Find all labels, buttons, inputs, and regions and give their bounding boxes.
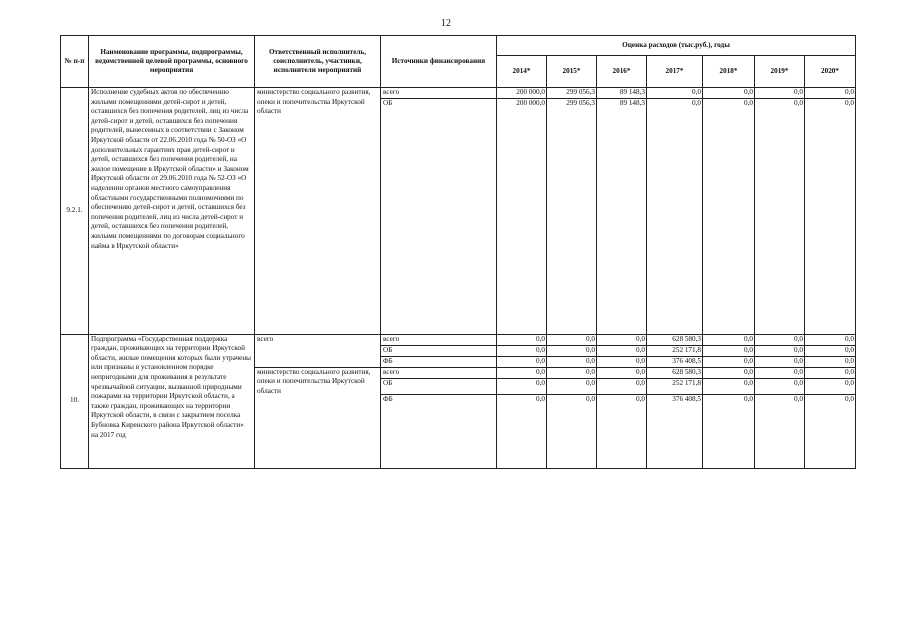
value-cell: 200 000,0 — [497, 88, 547, 99]
value-cell: 0,0 — [597, 345, 647, 356]
value-cell: 0,0 — [497, 367, 547, 378]
value-cell: 628 580,3 — [647, 367, 703, 378]
value-cell: 0,0 — [547, 394, 597, 468]
funding-source: ОБ — [381, 345, 497, 356]
value-cell: 0,0 — [805, 88, 856, 99]
value-cell: 0,0 — [703, 88, 755, 99]
header-year: 2018* — [703, 56, 755, 88]
value-cell: 0,0 — [497, 378, 547, 394]
value-cell: 0,0 — [547, 356, 597, 367]
header-source: Источники финансирования — [381, 36, 497, 88]
funding-source: ФБ — [381, 356, 497, 367]
value-cell: 0,0 — [597, 378, 647, 394]
value-cell: 89 148,3 — [597, 88, 647, 99]
value-cell: 0,0 — [805, 345, 856, 356]
table-row — [61, 334, 856, 345]
header-estimate: Оценка расходов (тыс.руб.), годы — [497, 36, 856, 56]
header-year: 2020* — [805, 56, 856, 88]
value-cell: 0,0 — [755, 98, 805, 334]
value-cell: 0,0 — [755, 378, 805, 394]
header-year: 2014* — [497, 56, 547, 88]
value-cell: 0,0 — [497, 394, 547, 468]
executor: министерство социального развития, опеки и попечительства Иркутской области — [255, 88, 381, 335]
value-cell: 299 056,3 — [547, 98, 597, 334]
value-cell: 0,0 — [703, 345, 755, 356]
value-cell: 0,0 — [597, 356, 647, 367]
page-number: 12 — [441, 18, 451, 29]
value-cell: 0,0 — [497, 345, 547, 356]
value-cell: 0,0 — [805, 356, 856, 367]
value-cell: 252 171,8 — [647, 378, 703, 394]
executor: всего — [255, 334, 381, 367]
budget-table-container — [60, 35, 856, 469]
value-cell: 0,0 — [755, 88, 805, 99]
header-year: 2019* — [755, 56, 805, 88]
value-cell: 0,0 — [755, 394, 805, 468]
value-cell: 0,0 — [703, 334, 755, 345]
header-year: 2017* — [647, 56, 703, 88]
header-year: 2015* — [547, 56, 597, 88]
funding-source: ФБ — [381, 394, 497, 468]
value-cell: 628 580,3 — [647, 334, 703, 345]
value-cell: 376 408,5 — [647, 356, 703, 367]
value-cell: 0,0 — [703, 394, 755, 468]
value-cell: 0,0 — [703, 378, 755, 394]
value-cell: 0,0 — [805, 367, 856, 378]
value-cell: 0,0 — [703, 356, 755, 367]
value-cell: 299 056,3 — [547, 88, 597, 99]
table-row — [61, 88, 856, 99]
header-executor: Ответственный исполнитель, соисполнитель, участники, исполнители мероприятий — [255, 36, 381, 88]
value-cell: 0,0 — [805, 394, 856, 468]
value-cell: 0,0 — [547, 345, 597, 356]
executor: министерство социального развития, опеки и попечительства Иркутской области — [255, 367, 381, 468]
value-cell: 0,0 — [647, 88, 703, 99]
budget-table — [60, 35, 856, 469]
row-number: 9.2.1. — [61, 88, 89, 335]
funding-source: всего — [381, 334, 497, 345]
program-name: Подпрограмма «Государственная поддержка граждан, проживающих на территории Иркутской области, жилые помещения которых были утрачены или признаны в установленном порядке непригодными для проживания в результате чрезвычайной ситуации, вызванной природными пожарами на территории Иркутской области, а также граждан, проживающих на территории Иркутской области, в связи с закрытием поселка Бубновка Киренского района Иркутской области» на 2017 год — [89, 334, 255, 468]
value-cell: 0,0 — [497, 356, 547, 367]
value-cell: 0,0 — [755, 367, 805, 378]
value-cell: 0,0 — [755, 345, 805, 356]
funding-source: ОБ — [381, 378, 497, 394]
value-cell: 0,0 — [805, 98, 856, 334]
value-cell: 0,0 — [597, 367, 647, 378]
value-cell: 0,0 — [805, 378, 856, 394]
value-cell: 252 171,8 — [647, 345, 703, 356]
header-name: Наименование программы, подпрограммы, ведомственной целевой программы, основного мероприятия — [89, 36, 255, 88]
value-cell: 0,0 — [547, 378, 597, 394]
value-cell: 0,0 — [755, 334, 805, 345]
funding-source: всего — [381, 367, 497, 378]
value-cell: 0,0 — [647, 98, 703, 334]
row-number: 10. — [61, 334, 89, 468]
value-cell: 0,0 — [805, 334, 856, 345]
value-cell: 0,0 — [547, 334, 597, 345]
header-year: 2016* — [597, 56, 647, 88]
value-cell: 89 148,3 — [597, 98, 647, 334]
header-num: № п-п — [61, 36, 89, 88]
value-cell: 376 408,5 — [647, 394, 703, 468]
value-cell: 0,0 — [497, 334, 547, 345]
value-cell: 0,0 — [547, 367, 597, 378]
value-cell: 0,0 — [597, 394, 647, 468]
value-cell: 200 000,0 — [497, 98, 547, 334]
program-name: Исполнение судебных актов по обеспечению жилыми помещениями детей-сирот и детей, оставшихся без попечения родителей, лиц из числа детей-сирот и детей, оставшихся без попечения родителей, вынесенных в соответствии с Законом Иркутской области от 22.06.2010 года № 50-ОЗ «О дополнительных гарантиях прав детей-сирот и детей, оставшихся без попечения родителей, на жилое помещение в Иркутской области» и Законом Иркутской области от 29.06.2010 года № 52-ОЗ «О наделении органов местного самоуправления областными государственными полномочиями по обеспечению детей-сирот и детей, оставшихся без попечения родителей, лиц из числа детей-сирот и детей, оставшихся без попечения родителей, жилыми помещениями по договорам социального найма в Иркутской области» — [89, 88, 255, 335]
value-cell: 0,0 — [703, 98, 755, 334]
value-cell: 0,0 — [597, 334, 647, 345]
funding-source: ОБ — [381, 98, 497, 334]
value-cell: 0,0 — [755, 356, 805, 367]
funding-source: всего — [381, 88, 497, 99]
value-cell: 0,0 — [703, 367, 755, 378]
